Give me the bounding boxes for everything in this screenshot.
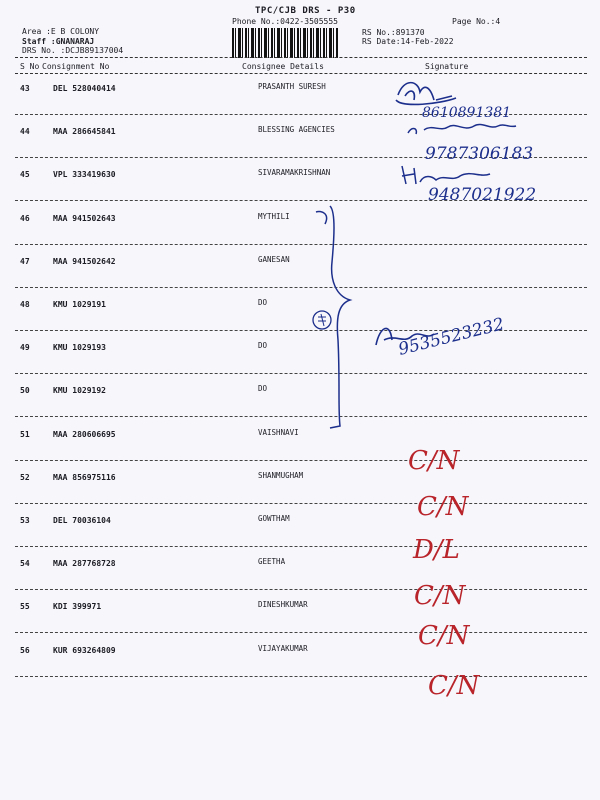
row-serial-number: 48 bbox=[20, 300, 30, 309]
row-divider bbox=[15, 330, 587, 331]
table-row bbox=[0, 296, 600, 340]
mark-53: D/L bbox=[413, 535, 460, 565]
row-consignee-name: BLESSING AGENCIES bbox=[258, 125, 335, 134]
row-serial-number: 47 bbox=[20, 257, 30, 266]
row-divider bbox=[15, 676, 587, 677]
header-divider-bottom bbox=[15, 73, 587, 74]
row-divider bbox=[15, 373, 587, 374]
column-header-signature: Signature bbox=[425, 62, 469, 71]
row-divider bbox=[15, 287, 587, 288]
row-divider bbox=[15, 157, 587, 158]
row-consignment-number: KUR 693264809 bbox=[53, 646, 116, 655]
row-consignment-number: DEL 528040414 bbox=[53, 84, 116, 93]
row-consignee-name: MYTHILI bbox=[258, 212, 290, 221]
column-header-consignment: Consignment No bbox=[42, 62, 110, 71]
mark-54: C/N bbox=[414, 581, 466, 611]
row-serial-number: 56 bbox=[20, 646, 30, 655]
row-serial-number: 52 bbox=[20, 473, 30, 482]
table-row bbox=[0, 253, 600, 297]
row-consignee-name: GOWTHAM bbox=[258, 514, 290, 523]
row-serial-number: 54 bbox=[20, 559, 30, 568]
row-consignee-name: DO bbox=[258, 298, 268, 307]
row-divider bbox=[15, 546, 587, 547]
signature-43-phone: 8610891381 bbox=[422, 105, 512, 121]
row-consignment-number: KDI 399971 bbox=[53, 602, 102, 611]
row-consignee-name: DO bbox=[258, 384, 268, 393]
barcode-image bbox=[232, 28, 338, 58]
row-divider bbox=[15, 632, 587, 633]
page-number: Page No.:4 bbox=[452, 17, 501, 26]
row-consignment-number: MAA 856975116 bbox=[53, 473, 116, 482]
row-serial-number: 51 bbox=[20, 430, 30, 439]
row-consignment-number: MAA 287768728 bbox=[53, 559, 116, 568]
row-consignment-number: MAA 941502642 bbox=[53, 257, 116, 266]
row-consignee-name: DINESHKUMAR bbox=[258, 600, 308, 609]
row-consignee-name: PRASANTH SURESH bbox=[258, 82, 326, 91]
signature-45-phone: 9487021922 bbox=[428, 185, 537, 205]
row-divider bbox=[15, 200, 587, 201]
row-consignee-name: SIVARAMAKRISHNAN bbox=[258, 168, 331, 177]
row-consignment-number: MAA 286645841 bbox=[53, 127, 116, 136]
mark-52: C/N bbox=[417, 492, 469, 522]
sheet-title: TPC/CJB DRS - P30 bbox=[255, 6, 356, 16]
table-row bbox=[0, 555, 600, 599]
row-consignee-name: GEETHA bbox=[258, 557, 286, 566]
mark-56: C/N bbox=[428, 671, 480, 701]
table-row bbox=[0, 210, 600, 254]
phone-number: Phone No.:0422-3505555 bbox=[232, 17, 338, 26]
row-serial-number: 46 bbox=[20, 214, 30, 223]
area-label: Area :E B COLONY bbox=[22, 27, 100, 36]
row-serial-number: 43 bbox=[20, 84, 30, 93]
row-divider bbox=[15, 244, 587, 245]
table-row bbox=[0, 382, 600, 426]
row-divider bbox=[15, 503, 587, 504]
table-row bbox=[0, 80, 600, 124]
table-row bbox=[0, 339, 600, 383]
row-serial-number: 44 bbox=[20, 127, 30, 136]
header-divider-top bbox=[15, 57, 587, 58]
row-serial-number: 50 bbox=[20, 386, 30, 395]
row-consignment-number: VPL 333419630 bbox=[53, 170, 116, 179]
drs-number: DRS No. :DCJB89137004 bbox=[22, 46, 124, 55]
row-consignment-number: KMU 1029193 bbox=[53, 343, 106, 352]
mark-55: C/N bbox=[418, 621, 470, 651]
table-row bbox=[0, 642, 600, 686]
table-row bbox=[0, 426, 600, 470]
row-serial-number: 45 bbox=[20, 170, 30, 179]
mark-51: C/N bbox=[408, 446, 460, 476]
row-consignment-number: MAA 280606695 bbox=[53, 430, 116, 439]
column-header-sno: S No bbox=[20, 62, 40, 71]
row-divider bbox=[15, 589, 587, 590]
row-consignment-number: KMU 1029191 bbox=[53, 300, 106, 309]
row-consignment-number: DEL 70036104 bbox=[53, 516, 111, 525]
row-divider bbox=[15, 460, 587, 461]
row-serial-number: 53 bbox=[20, 516, 30, 525]
table-row bbox=[0, 469, 600, 513]
column-header-details: Consignee Details bbox=[242, 62, 324, 71]
row-consignee-name: SHANMUGHAM bbox=[258, 471, 304, 480]
row-serial-number: 49 bbox=[20, 343, 30, 352]
row-consignee-name: VAISHNAVI bbox=[258, 428, 299, 437]
signature-48-phone: 9535523232 bbox=[396, 314, 507, 360]
staff-label: Staff :GNANARAJ bbox=[22, 37, 95, 46]
row-serial-number: 55 bbox=[20, 602, 30, 611]
table-row bbox=[0, 512, 600, 556]
row-consignment-number: MAA 941502643 bbox=[53, 214, 116, 223]
rs-number: RS No.:891370 bbox=[362, 28, 425, 37]
row-divider bbox=[15, 416, 587, 417]
row-divider bbox=[15, 114, 587, 115]
row-consignment-number: KMU 1029192 bbox=[53, 386, 106, 395]
row-consignee-name: VIJAYAKUMAR bbox=[258, 644, 308, 653]
row-consignee-name: GANESAN bbox=[258, 255, 290, 264]
signature-44-phone: 9787306183 bbox=[425, 144, 534, 164]
table-row bbox=[0, 598, 600, 642]
table-row bbox=[0, 166, 600, 210]
table-row bbox=[0, 123, 600, 167]
row-consignee-name: DO bbox=[258, 341, 268, 350]
rs-date: RS Date:14-Feb-2022 bbox=[362, 37, 454, 46]
